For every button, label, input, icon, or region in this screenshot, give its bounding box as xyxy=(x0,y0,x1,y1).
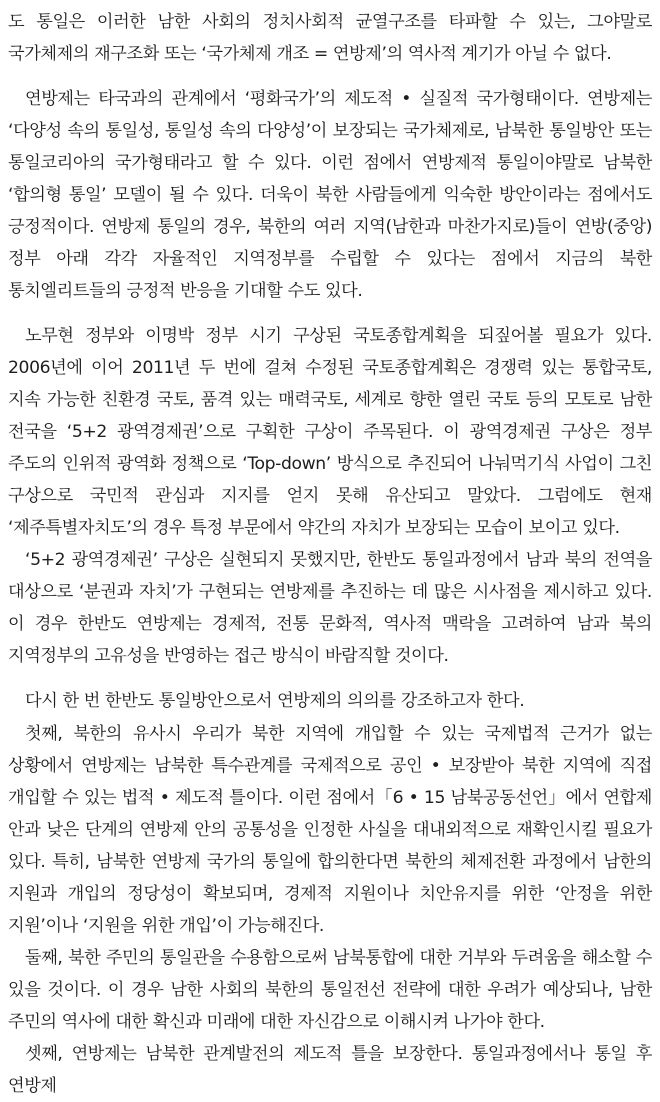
paragraph-continuation: 도 통일은 이러한 남한 사회의 정치사회적 균열구조를 타파할 수 있는, 그야말로 국가체제의 재구조화 또는 ‘국가체제 개조 = 연방제’의 역사적 계기가 아닐 수 없다. xyxy=(8,12,652,64)
paragraph-5-plus-2-economic-zone: ‘5+2 광역경제권’ 구상은 실현되지 못했지만, 한반도 통일과정에서 남과 북의 전역을 대상으로 ‘분권과 자치’가 구현되는 연방제를 추진하는 데 많은 시사점을 제시하고 있다. 이 경우 한반도 연방제는 경제적, 전통 문화적, 역사적 맥락을 고려하여 남과 북의 지역정부의 고유성을 반영하는 접근 방식이 바람직할 것이다. xyxy=(8,550,652,666)
body-text xyxy=(8,6,652,1102)
paragraph-second-point: 둘째, 북한 주민의 통일관을 수용함으로써 남북통합에 대한 거부와 두려움을 해소할 수 있을 것이다. 이 경우 남한 사회의 북한의 통일전선 전략에 대한 우려가 예상되나, 남한 주민의 역사에 대한 확신과 미래에 대한 자신감으로 이해시켜 나가야 한다. xyxy=(8,948,652,1032)
paragraph-significance-intro: 다시 한 번 한반도 통일방안으로서 연방제의 의의를 강조하고자 한다. xyxy=(25,691,525,711)
paragraph-national-land-plan: 노무현 정부와 이명박 정부 시기 구상된 국토종합계획을 되짚어볼 필요가 있다. 2006년에 이어 2011년 두 번에 걸쳐 수정된 국토종합계획은 경쟁력 있는 통합국토, 지속 가능한 친환경 국토, 품격 있는 매력국토, 세계로 향한 열린 국토 등의 모토로 남한 전국을 ‘5+2 광역경제권’으로 구획한 구상이 주목된다. 이 광역경제권 구상은 정부 주도의 인위적 광역화 정책으로 ‘Top-down’ 방식으로 추진되어 나눠먹기식 사업이 그친 구상으로 국민적 관심과 지지를 얻지 못해 유산되고 말았다. 그럼에도 현재 ‘제주특별자치도’의 경우 특정 부문에서 약간의 자치가 보장되는 모습이 보이고 있다. xyxy=(8,326,652,538)
paragraph-third-point: 셋째, 연방제는 남북한 관계발전의 제도적 틀을 보장한다. 통일과정에서나 통일 후 연방제 xyxy=(8,1044,652,1096)
paragraph-federation-peace-state: 연방제는 타국과의 관계에서 ‘평화국가’의 제도적 • 실질적 국가형태이다. 연방제는 ‘다양성 속의 통일성, 통일성 속의 다양성’이 보장되는 국가체제로, 남북한 통일방안 또는 통일코리아의 국가형태라고 할 수 있다. 이런 점에서 연방제적 통일이야말로 남북한 ‘합의형 통일’ 모델이 될 수 있다. 더욱이 북한 사람들에게 익숙한 방안이라는 점에서도 긍정적이다. 연방제 통일의 경우, 북한의 여러 지역(남한과 마찬가지로)들이 연방(중앙)정부 아래 각각 자율적인 지역정부를 수립할 수 있다는 점에서 지금의 북한 통치엘리트들의 긍정적 반응을 기대할 수도 있다. xyxy=(8,89,652,301)
paragraph-first-point: 첫째, 북한의 유사시 우리가 북한 지역에 개입할 수 있는 국제법적 근거가 없는 상황에서 연방제는 남북한 특수관계를 국제적으로 공인 • 보장받아 북한 지역에 직접 개입할 수 있는 법적 • 제도적 틀이다. 이런 점에서「6 • 15 남북공동선언」에서 연합제 안과 낮은 단계의 연방제 안의 공통성을 인정한 사실을 대내외적으로 재확인시킬 필요가 있다. 특히, 남북한 연방제 국가의 통일에 합의한다면 북한의 체제전환 과정에서 남한의 지원과 개입의 정당성이 확보되며, 경제적 지원이나 치안유지를 위한 ‘안정을 위한 지원’이나 ‘지원을 위한 개입’이 가능해진다. xyxy=(8,724,652,936)
